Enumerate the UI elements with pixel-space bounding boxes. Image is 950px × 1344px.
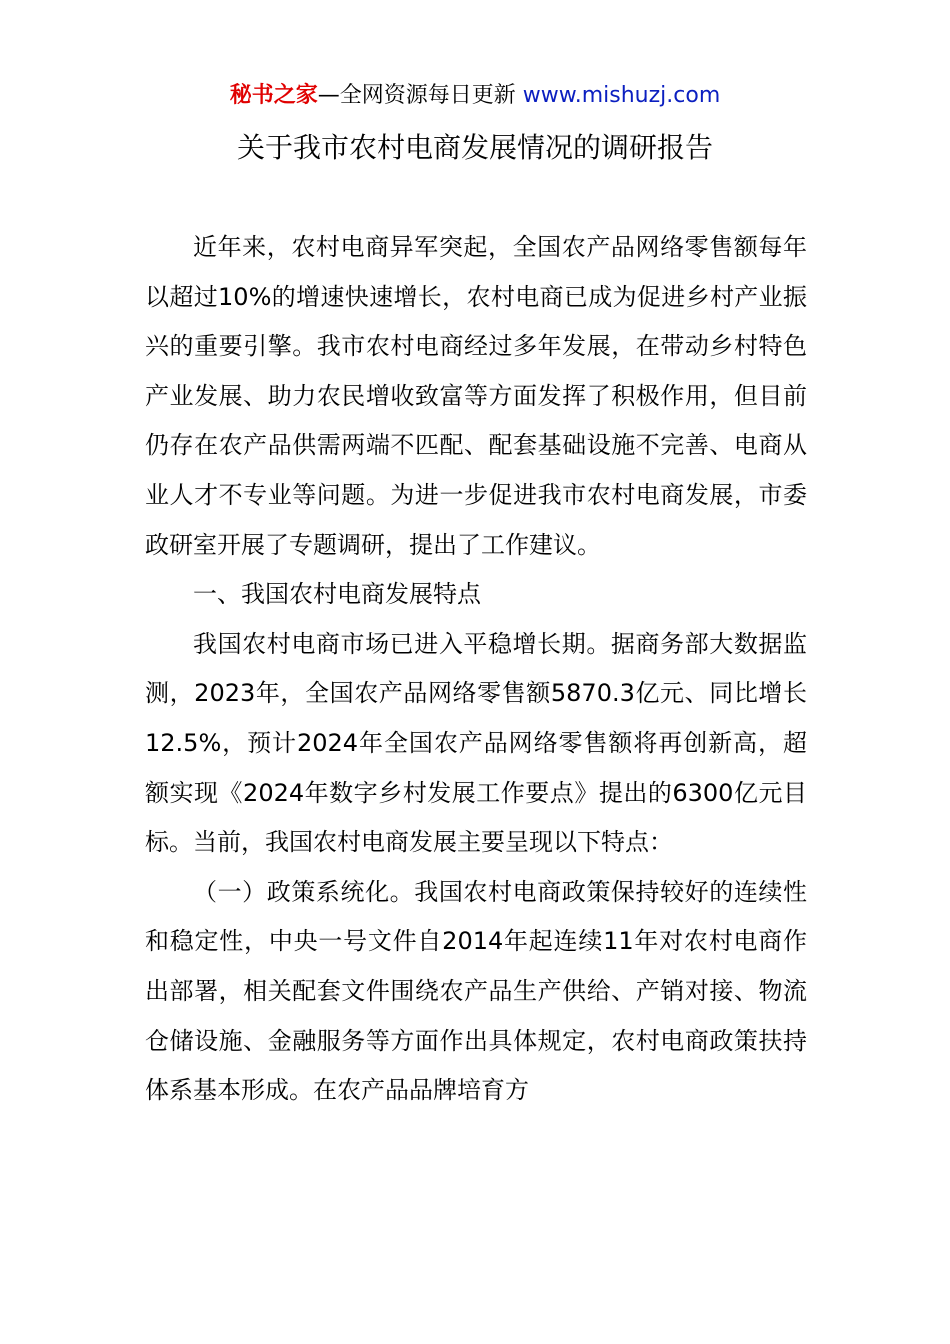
site-url-link[interactable]: www.mishuzj.com — [522, 83, 721, 108]
site-header — [0, 80, 950, 112]
intro-paragraph: 近年来，农村电商异军突起，全国农产品网络零售额每年以超过10%的增速快速增长，农村电商已成为促进乡村产业振兴的重要引擎。我市农村电商经过多年发展，在带动乡村特色产业发展、助力农民增收致富等方面发挥了积极作用，但目前仍存在农产品供需两端不匹配、配套基础设施不完善、电商从业人才不专业等问题。为进一步促进我市农村电商发展，市委政研室开展了专题调研，提出了工作建议。 — [145, 233, 807, 559]
brand-name: 秘书之家 — [229, 83, 318, 108]
site-slogan: —全网资源每日更新 — [317, 83, 516, 108]
section-heading: 一、我国农村电商发展特点 — [193, 580, 481, 609]
body-paragraph: （一）政策系统化。我国农村电商政策保持较好的连续性和稳定性，中央一号文件自2014年起连续11年对农村电商作出部署，相关配套文件围绕农产品生产供给、产销对接、物流仓储设施、金融服务等方面作出具体规定，农村电商政策扶持体系基本形成。在农产品品牌培育方 — [145, 877, 807, 1105]
body-paragraph: 我国农村电商市场已进入平稳增长期。据商务部大数据监测，2023年，全国农产品网络零售额5870.3亿元、同比增长12.5%，预计2024年全国农产品网络零售额将再创新高，超额实现《2024年数字乡村发展工作要点》提出的6300亿元目标。当前，我国农村电商发展主要呈现以下特点： — [145, 629, 807, 857]
document-title: 关于我市农村电商发展情况的调研报告 — [236, 131, 713, 164]
document-body — [145, 223, 807, 1116]
